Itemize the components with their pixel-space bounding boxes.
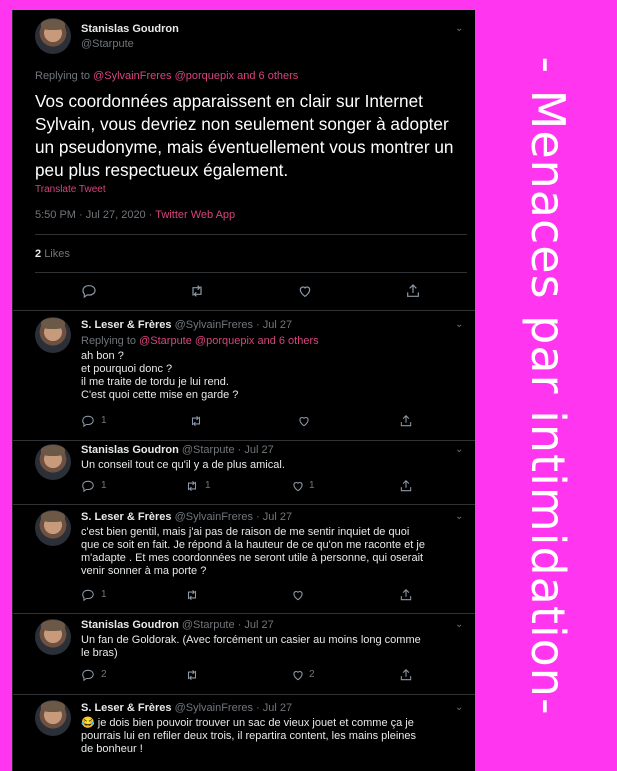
avatar[interactable] bbox=[35, 317, 71, 353]
divider bbox=[13, 694, 475, 695]
retweet-icon[interactable] bbox=[185, 479, 203, 497]
share-icon[interactable] bbox=[399, 668, 417, 686]
reply-icon[interactable] bbox=[81, 588, 99, 606]
replying-to-more[interactable]: and 6 others bbox=[237, 70, 299, 82]
tweet-text: Vos coordonnées apparaissent en clair sur Internet Sylvain, vous devriez non seulement songer à adopter un pseudonyme, mais éventuellement vous montrer un peu plus respectueux également. bbox=[35, 91, 454, 180]
reply-author[interactable] bbox=[81, 511, 292, 523]
reply-line: c'est bien gentil, mais j'ai pas de raison de me sentir inquiet de quoi bbox=[81, 526, 410, 538]
reply-icon[interactable] bbox=[81, 414, 99, 432]
retweet-count: 1 bbox=[205, 480, 211, 491]
reply-count: 2 bbox=[101, 669, 107, 680]
tweet-time[interactable]: 5:50 PM · Jul 27, 2020 · bbox=[35, 209, 153, 221]
replying-to-users[interactable]: @SylvainFreres @porquepix bbox=[93, 70, 235, 82]
avatar[interactable] bbox=[35, 700, 71, 736]
chevron-down-icon[interactable]: ⌄ bbox=[455, 619, 464, 630]
like-count: 2 bbox=[309, 669, 315, 680]
reply-text bbox=[81, 350, 238, 402]
like-icon[interactable] bbox=[291, 479, 309, 497]
like-count: 1 bbox=[309, 480, 315, 491]
reply-author[interactable] bbox=[81, 702, 292, 714]
chevron-down-icon[interactable]: ⌄ bbox=[455, 702, 464, 713]
avatar[interactable] bbox=[35, 18, 71, 54]
likes-label: Likes bbox=[44, 248, 70, 260]
reply-icon[interactable] bbox=[81, 668, 99, 686]
reply-handle: @SylvainFreres · Jul 27 bbox=[174, 702, 293, 714]
reply-author-name: Stanislas Goudron bbox=[81, 444, 179, 456]
reply-handle: @SylvainFreres · Jul 27 bbox=[174, 511, 293, 523]
reply-line: Un fan de Goldorak. (Avec forcément un casier au moins long comme bbox=[81, 634, 421, 646]
reply-line: le bras) bbox=[81, 647, 118, 659]
replying-to-more[interactable]: and 6 others bbox=[257, 335, 319, 347]
translate-tweet-link[interactable]: Translate Tweet bbox=[35, 184, 106, 195]
reply-text bbox=[81, 717, 416, 756]
share-icon[interactable] bbox=[399, 414, 417, 432]
reply-line: pourrais lui en refiler deux trois, il repartira content, les mains pleines bbox=[81, 730, 417, 742]
reply-count: 1 bbox=[101, 480, 107, 491]
share-icon[interactable] bbox=[399, 479, 417, 497]
reply-line: Un conseil tout ce qu'il y a de plus amical. bbox=[81, 459, 285, 471]
avatar[interactable] bbox=[35, 619, 71, 655]
reply-line: de bonheur ! bbox=[81, 743, 143, 755]
reply-author[interactable] bbox=[81, 444, 274, 456]
share-icon[interactable] bbox=[399, 588, 417, 606]
divider bbox=[13, 440, 475, 441]
retweet-icon[interactable] bbox=[185, 588, 203, 606]
chevron-down-icon[interactable]: ⌄ bbox=[455, 23, 464, 34]
retweet-icon[interactable] bbox=[189, 283, 207, 301]
divider bbox=[35, 234, 467, 235]
divider bbox=[13, 613, 475, 614]
replying-to-users[interactable]: @Starpute @porquepix bbox=[139, 335, 255, 347]
replying-to-label: Replying to bbox=[81, 335, 137, 347]
avatar[interactable] bbox=[35, 444, 71, 480]
like-icon[interactable] bbox=[297, 414, 315, 432]
reply-handle: @Starpute · Jul 27 bbox=[181, 444, 274, 456]
tweet-meta bbox=[35, 209, 235, 221]
likes-summary[interactable] bbox=[35, 248, 70, 260]
reply-line: 😂 je dois bien pouvoir trouver un sac de vieux jouet et comme ça je bbox=[81, 717, 414, 729]
reply-count: 1 bbox=[101, 589, 107, 600]
divider bbox=[13, 310, 475, 311]
divider bbox=[13, 504, 475, 505]
reply-author-name: Stanislas Goudron bbox=[81, 619, 179, 631]
chevron-down-icon[interactable]: ⌄ bbox=[455, 319, 464, 330]
reply-line: ah bon ? bbox=[81, 350, 124, 362]
reply-author-name: S. Leser & Frères bbox=[81, 702, 172, 714]
reply-author-name: S. Leser & Frères bbox=[81, 511, 172, 523]
reply-text bbox=[81, 459, 285, 472]
replying-to-label: Replying to bbox=[35, 70, 91, 82]
reply-author[interactable] bbox=[81, 619, 274, 631]
reply-author-name: S. Leser & Frères bbox=[81, 319, 172, 331]
reply-author[interactable] bbox=[81, 319, 292, 331]
author-name[interactable]: Stanislas Goudron bbox=[81, 23, 179, 35]
reply-handle: @Starpute · Jul 27 bbox=[181, 619, 274, 631]
reply-line: et pourquoi donc ? bbox=[81, 363, 173, 375]
like-icon[interactable] bbox=[291, 588, 309, 606]
like-icon[interactable] bbox=[297, 283, 315, 301]
divider bbox=[35, 272, 467, 273]
reply-handle: @SylvainFreres · Jul 27 bbox=[174, 319, 293, 331]
reply-icon[interactable] bbox=[81, 479, 99, 497]
side-caption: - Menaces par intimidation- bbox=[521, 56, 575, 716]
avatar[interactable] bbox=[35, 510, 71, 546]
chevron-down-icon[interactable]: ⌄ bbox=[455, 511, 464, 522]
replying-to bbox=[35, 70, 298, 82]
retweet-icon[interactable] bbox=[189, 414, 207, 432]
tweet-source[interactable]: Twitter Web App bbox=[155, 209, 236, 221]
reply-line: C'est quoi cette mise en garde ? bbox=[81, 389, 239, 401]
replying-to bbox=[81, 335, 319, 347]
reply-line: m'adapte . Et mes coordonnées ne seront utile à personne, qui oserait bbox=[81, 552, 424, 564]
retweet-icon[interactable] bbox=[185, 668, 203, 686]
reply-text bbox=[81, 526, 425, 578]
share-icon[interactable] bbox=[405, 283, 423, 301]
reply-line: que ce soit en fait. Je répond à la hauteur de ce qu'on me raconte et je bbox=[81, 539, 425, 551]
like-icon[interactable] bbox=[291, 668, 309, 686]
author-handle[interactable]: @Starpute bbox=[81, 38, 134, 50]
reply-line: venir sonner à ma porte ? bbox=[81, 565, 207, 577]
chevron-down-icon[interactable]: ⌄ bbox=[455, 444, 464, 455]
reply-count: 1 bbox=[101, 415, 107, 426]
reply-line: il me traite de tordu je lui rend. bbox=[81, 376, 229, 388]
likes-count: 2 bbox=[35, 248, 42, 260]
tweet-thread-screenshot bbox=[12, 10, 475, 771]
reply-text bbox=[81, 634, 421, 660]
reply-icon[interactable] bbox=[81, 283, 99, 301]
